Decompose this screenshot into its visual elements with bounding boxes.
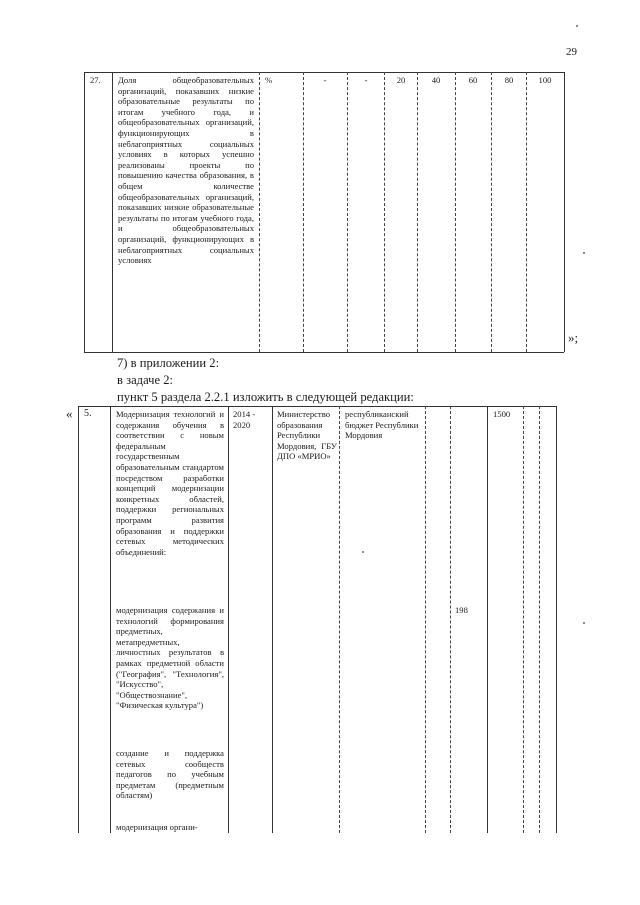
value-cell: - [364,75,368,85]
amendment-line: пункт 5 раздела 2.2.1 изложить в следующей редакции: [117,390,414,404]
table-border [347,72,348,352]
unit: % [265,75,273,85]
table-border [339,406,340,833]
value-cell: 100 [538,75,552,85]
table-border [112,72,113,352]
table-border [487,406,488,833]
table-border [84,352,564,353]
table-border [272,406,273,833]
table-border [259,72,260,352]
measure-subitem: модернизация содержания и технологий формирования предметных, метапредметных, личностных результатов в рамках предметной области ("География", "Технология", "Искусство", "Обществознание", "Физическая культура") [116,605,224,711]
executor: Министерство образования Республики Мордовия, ГБУ ДПО «МРИО» [277,409,337,462]
period: 2014 - 2020 [233,409,256,430]
table-border [564,72,565,352]
table-border [556,406,557,833]
row-number: 5. [84,408,92,419]
scan-speck [583,622,585,624]
table-border [110,406,111,833]
table-border [303,72,304,352]
table-border [78,406,79,833]
value-cell: 80 [504,75,514,85]
table-border [450,406,451,833]
amount: 1500 [493,409,511,419]
indicator-description: Доля общеобразовательных организаций, показавших низкие образовательные результаты по итогам учебного года, и общеобразовательных организаций, функционирующих в неблагоприятных социальных условиях в которых успешно реализованы проекты по повышению качества образования, в общем количестве общеобразовательных организаций, показавших низкие образовательные результаты по итогам учебного года, и общеобразовательных организаций, функционирующих в неблагоприятных социальных условиях [118,75,254,266]
table-border [84,72,564,73]
table-border [417,72,418,352]
value-cell: 40 [431,75,441,85]
table-border [491,72,492,352]
value-cell: 20 [396,75,406,85]
scan-speck [362,551,364,553]
table-border [526,72,527,352]
funding-source: республиканский бюджет Республики Мордовия [345,409,419,441]
measure-subitem: создание и поддержка сетевых сообществ педагогов по учебным предметам (предметным областям) [116,748,224,801]
opening-quote: « [66,406,73,421]
value-cell: - [323,75,327,85]
table-border [84,72,85,352]
row-number: 27. [90,75,101,85]
amendment-line: 7) в приложении 2: [117,356,220,370]
measure-subitem: модернизация органи- [116,822,198,832]
table-border [523,406,524,833]
scan-speck [583,252,585,254]
page-number: 29 [566,46,577,58]
table-border [455,72,456,352]
table-border [539,406,540,833]
table-border [425,406,426,833]
scan-speck [576,25,578,27]
measure-description: Модернизация технологий и содержания обучения в соответствии с новым федеральным государственным образовательным стандартом посредством разработки концепций модернизации конкретных областей, поддержки региональных программ развития образования и поддержки сетевых методических объединений: [116,409,224,557]
closing-quote: »; [568,330,579,345]
table-border [384,72,385,352]
amount: 198 [455,605,468,615]
value-cell: 60 [468,75,478,85]
table-border [78,406,556,407]
amendment-line: в задаче 2: [117,373,174,387]
table-border [228,406,229,833]
